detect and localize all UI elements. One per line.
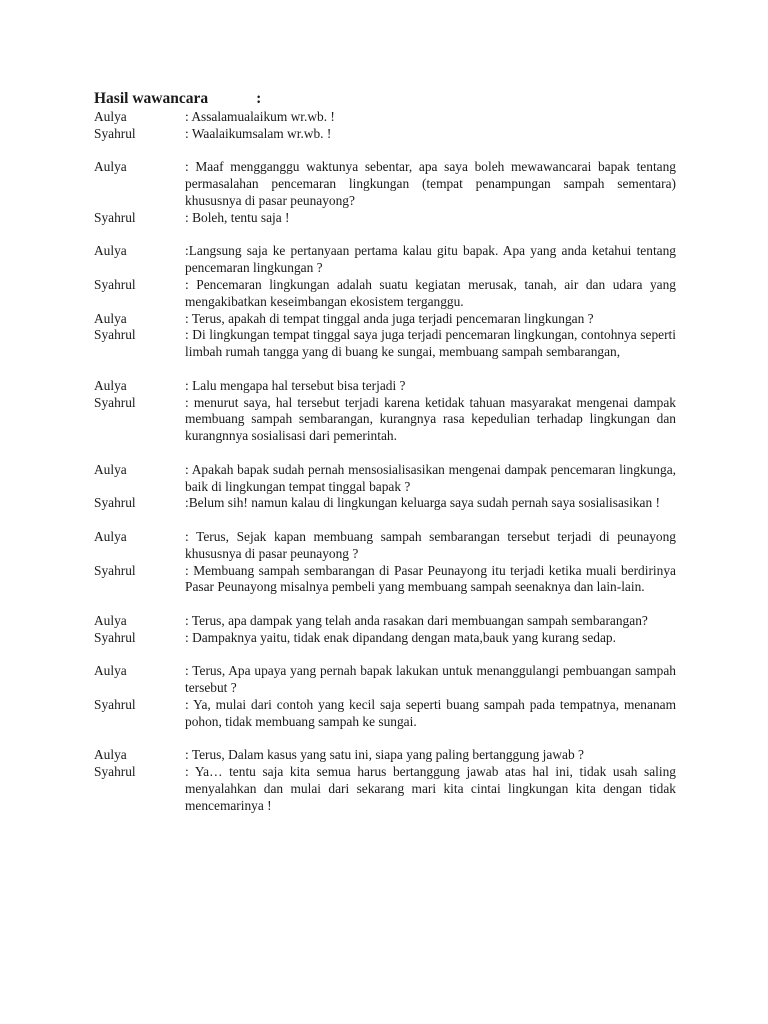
speaker-name: Syahrul xyxy=(94,764,136,780)
speaker-name: Syahrul xyxy=(94,629,136,645)
dialogue-line xyxy=(94,126,676,143)
dialogue-line xyxy=(94,563,676,597)
utterance-text: :Langsung saja ke pertanyaan pertama kalau gitu bapak. Apa yang anda ketahui tentang pencemaran lingkungan ? xyxy=(185,243,676,276)
dialogue-line xyxy=(94,311,676,328)
speaker-name: Syahrul xyxy=(94,125,136,141)
utterance-text: : Dampaknya yaitu, tidak enak dipandang dengan mata,bauk yang kurang sedap. xyxy=(185,629,616,645)
group-spacer xyxy=(94,143,676,160)
title-colon: : xyxy=(256,90,262,107)
utterance-text: : Terus, apakah di tempat tinggal anda juga terjadi pencemaran lingkungan ? xyxy=(185,310,594,326)
dialogue-line xyxy=(94,764,676,814)
dialogue-line xyxy=(94,395,676,445)
utterance-text: : Maaf mengganggu waktunya sebentar, apa saya boleh mewawancarai bapak tentang permasalahan pencemaran lingkungan (tempat penampungan sampah sementara) khususnya di pasar peunayong? xyxy=(185,159,676,208)
dialogue-line xyxy=(94,378,676,395)
dialogue-line xyxy=(94,327,676,361)
dialogue-line xyxy=(94,462,676,496)
speaker-name: Syahrul xyxy=(94,562,136,578)
utterance-text: : Boleh, tentu saja ! xyxy=(185,209,290,225)
speaker-name: Aulya xyxy=(94,310,127,326)
utterance-text: : Ya… tentu saja kita semua harus bertanggung jawab atas hal ini, tidak usah saling menyalahkan dan mulai dari sekarang mari kita cintai lingkungan kita dengan tidak mencemarinya ! xyxy=(185,764,676,813)
group-spacer xyxy=(94,596,676,613)
speaker-name: Aulya xyxy=(94,109,127,124)
utterance-text: : menurut saya, hal tersebut terjadi karena ketidak tahuan masyarakat mengenai dampak membuang sampah sembarangan, kurangnya rasa kepedulian terhadap lingkungan dan kurangnnya sosialisasi dari pemerintah. xyxy=(185,394,676,444)
group-spacer xyxy=(94,647,676,664)
dialogue-line xyxy=(94,529,676,563)
dialogue-line xyxy=(94,697,676,731)
speaker-name: Syahrul xyxy=(94,209,136,225)
speaker-name: Syahrul xyxy=(94,495,136,511)
utterance-text: : Pencemaran lingkungan adalah suatu kegiatan merusak, tanah, air dan udara yang mengakibatkan keseimbangan ekosistem terganggu. xyxy=(185,276,676,309)
utterance-text: : Ya, mulai dari contoh yang kecil saja seperti buang sampah pada tempatnya, menanam pohon, tidak membuang sampah ke sungai. xyxy=(185,696,676,729)
title-text: Hasil wawancara xyxy=(94,90,209,107)
dialogue-line xyxy=(94,495,676,512)
utterance-text: : Terus, Dalam kasus yang satu ini, siapa yang paling bertanggung jawab ? xyxy=(185,747,584,763)
speaker-name: Aulya xyxy=(94,663,127,679)
dialogue-line xyxy=(94,613,676,630)
speaker-name: Syahrul xyxy=(94,696,136,712)
speaker-name: Aulya xyxy=(94,528,127,544)
group-spacer xyxy=(94,361,676,378)
dialogue-line xyxy=(94,210,676,227)
dialogue-line xyxy=(94,663,676,697)
utterance-text: : Lalu mengapa hal tersebut bisa terjadi ? xyxy=(185,377,406,393)
speaker-name: Syahrul xyxy=(94,394,136,410)
utterance-text: : Apakah bapak sudah pernah mensosialisasikan mengenai dampak pencemaran lingkunga, baik di lingkungan tempat tinggal bapak ? xyxy=(185,461,676,494)
dialogue xyxy=(94,109,676,814)
utterance-text: : Terus, Sejak kapan membuang sampah sembarangan tersebut terjadi di peunayong khususnya di pasar peunayong ? xyxy=(185,528,676,561)
dialogue-line xyxy=(94,277,676,311)
dialogue-line xyxy=(94,243,676,277)
utterance-text: : Di lingkungan tempat tinggal saya juga terjadi pencemaran lingkungan, contohnya seperti limbah rumah tangga yang di buang ke sungai, membuang sampah sembarangan, xyxy=(185,327,676,360)
speaker-name: Aulya xyxy=(94,243,127,259)
utterance-text: :Belum sih! namun kalau di lingkungan keluarga saya sudah pernah saya sosialisasikan ! xyxy=(185,495,661,511)
speaker-name: Syahrul xyxy=(94,327,136,343)
dialogue-line xyxy=(94,109,676,126)
speaker-name: Syahrul xyxy=(94,276,136,292)
group-spacer xyxy=(94,730,676,747)
speaker-name: Aulya xyxy=(94,159,127,175)
document-title xyxy=(94,90,676,108)
speaker-name: Aulya xyxy=(94,461,127,477)
utterance-text: : Membuang sampah sembarangan di Pasar Peunayong itu terjadi ketika muali berdirinya Pasar Peunayong misalnya pembeli yang membuang sampah seenaknya dan lain-lain. xyxy=(185,562,676,595)
utterance-text: : Assalamualaikum wr.wb. ! xyxy=(185,109,335,124)
dialogue-line xyxy=(94,630,676,647)
utterance-text: : Waalaikumsalam wr.wb. ! xyxy=(185,125,332,141)
speaker-name: Aulya xyxy=(94,377,127,393)
speaker-name: Aulya xyxy=(94,612,127,628)
group-spacer xyxy=(94,445,676,462)
interview-transcript xyxy=(94,90,676,814)
group-spacer xyxy=(94,227,676,244)
speaker-name: Aulya xyxy=(94,747,127,763)
utterance-text: : Terus, Apa upaya yang pernah bapak lakukan untuk menanggulangi pembuangan sampah tersebut ? xyxy=(185,663,676,696)
utterance-text: : Terus, apa dampak yang telah anda rasakan dari membuangan sampah sembarangan? xyxy=(185,612,648,628)
group-spacer xyxy=(94,512,676,529)
dialogue-line xyxy=(94,747,676,764)
dialogue-line xyxy=(94,159,676,209)
